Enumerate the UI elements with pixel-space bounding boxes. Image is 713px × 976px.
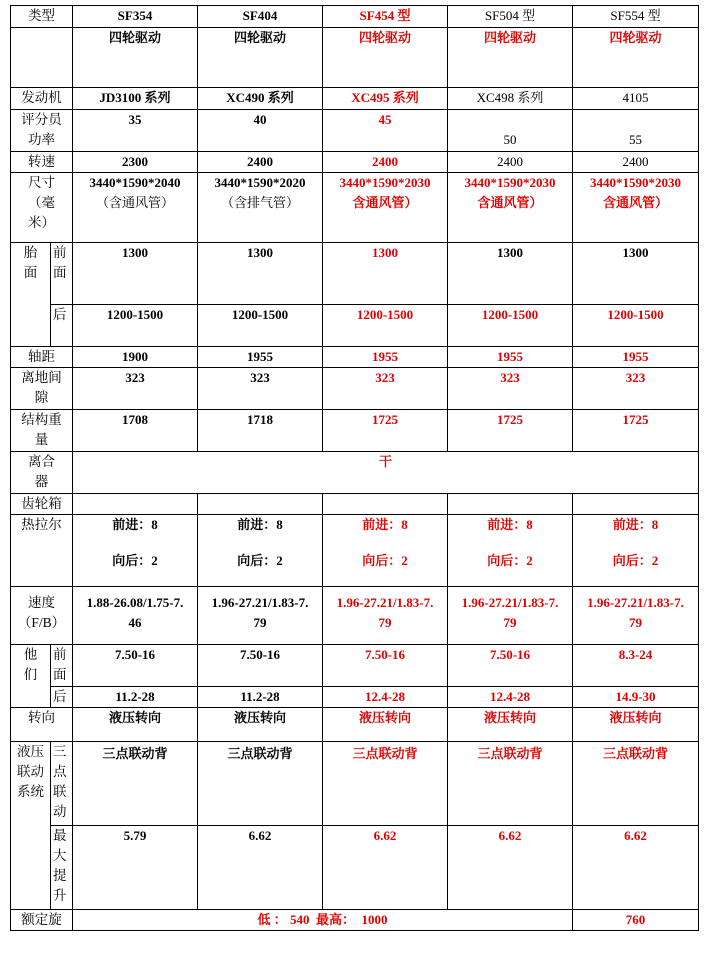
- size-sf404-note: （含排气管）: [220, 195, 299, 211]
- size-sf354: [73, 173, 198, 243]
- tread-front-sf554: 1300: [573, 243, 699, 305]
- steering-sf454: 液压转向: [323, 707, 448, 741]
- travel-speed-sf504: [448, 587, 573, 644]
- wheelbase-sf404: 1955: [198, 347, 323, 368]
- weight-sf454: 1725: [323, 410, 448, 452]
- steering-sf504: 液压转向: [448, 707, 573, 741]
- tread-rear-label: 后: [51, 305, 73, 347]
- tread-label-1: 胎: [23, 245, 38, 261]
- size-sf454-dims: 3440*1590*2030: [339, 175, 431, 191]
- tires-front-sf354: 7.50-16: [73, 644, 198, 686]
- travel-speed-sf354-l2: 46: [128, 615, 142, 631]
- size-sf504: [448, 173, 573, 243]
- gearbox-sf404: [198, 494, 323, 515]
- hitch-sf554: 三点联动背: [573, 741, 699, 825]
- drive-sf354: 四轮驱动: [73, 28, 198, 88]
- size-sf554: [573, 173, 699, 243]
- power-row: [11, 110, 699, 152]
- size-sf404-dims: 3440*1590*2020: [214, 175, 306, 191]
- travel-speed-sf354: [73, 587, 198, 644]
- gears-sf404-forward: 前进：8: [237, 517, 283, 533]
- drive-label: [11, 28, 73, 88]
- lift-sf404: 6.62: [198, 825, 323, 909]
- size-row: [11, 173, 699, 243]
- engine-label: 发动机: [11, 88, 73, 110]
- size-label-3: 米）: [28, 215, 55, 231]
- size-label-2: （毫: [28, 195, 55, 211]
- rpm-sf404: 2400: [198, 152, 323, 173]
- model-sf554: SF554 型: [573, 6, 699, 28]
- gears-sf504-forward: 前进：8: [487, 517, 533, 533]
- travel-speed-sf554: [573, 587, 699, 644]
- power-sf554: 55: [629, 132, 642, 148]
- engine-row: [11, 88, 699, 110]
- gearbox-row: [11, 494, 699, 515]
- rpm-sf354: 2300: [73, 152, 198, 173]
- hitch-sf454: 三点联动背: [323, 741, 448, 825]
- tread-rear-sf454: 1200-1500: [323, 305, 448, 347]
- tires-rear-sf554: 14.9-30: [573, 686, 699, 707]
- lift-sf354: 5.79: [73, 825, 198, 909]
- weight-sf404: 1718: [198, 410, 323, 452]
- gearbox-sf354: [73, 494, 198, 515]
- power-sf454: 45: [323, 110, 448, 152]
- rpm-sf504: 2400: [448, 152, 573, 173]
- travel-speed-sf404-l2: 79: [253, 615, 267, 631]
- size-sf354-dims: 3440*1590*2040: [89, 175, 181, 191]
- size-label: [11, 173, 73, 243]
- tread-front-label: 前面: [51, 243, 73, 305]
- engine-sf354: JD3100 系列: [73, 88, 198, 110]
- tread-front-sf404: 1300: [198, 243, 323, 305]
- clearance-sf354: 323: [73, 368, 198, 410]
- travel-speed-sf404: [198, 587, 323, 644]
- tires-label-1: 他: [23, 646, 38, 662]
- tires-rear-sf354: 11.2-28: [73, 686, 198, 707]
- clearance-row: [11, 368, 699, 410]
- pto-combined: 低 ： 540 最高： 1000: [73, 909, 573, 930]
- hitch-sf504: 三点联动背: [448, 741, 573, 825]
- weight-sf354: 1708: [73, 410, 198, 452]
- engine-sf404: XC490 系列: [198, 88, 323, 110]
- rpm-row: [11, 152, 699, 173]
- steering-sf404: 液压转向: [198, 707, 323, 741]
- hitch-sf354: 三点联动背: [73, 741, 198, 825]
- spec-table: [10, 5, 699, 931]
- weight-label: [11, 410, 73, 452]
- tires-front-sf554: 8.3-24: [573, 644, 699, 686]
- gears-sf554-forward: 前进：8: [612, 517, 659, 533]
- drive-sf454: 四轮驱动: [323, 28, 448, 88]
- travel-speed-label-2: （F/B）: [17, 615, 66, 631]
- size-sf404: [198, 173, 323, 243]
- gears-sf454-forward: 前进：8: [362, 517, 408, 533]
- tread-front-row: [11, 243, 699, 305]
- wheelbase-sf454: 1955: [323, 347, 448, 368]
- clearance-label-1: 离地间: [21, 370, 62, 386]
- gearbox-label: 齿轮箱: [11, 494, 73, 515]
- wheelbase-sf554: 1955: [573, 347, 699, 368]
- hydraulic-label-3: 系统: [17, 783, 44, 799]
- hitch-sf404: 三点联动背: [198, 741, 323, 825]
- power-sf354: 35: [73, 110, 198, 152]
- weight-row: [11, 410, 699, 452]
- lift-label: 最大提升: [51, 825, 73, 909]
- travel-speed-label: [11, 587, 73, 644]
- gearbox-sf554: [573, 494, 699, 515]
- weight-sf554: 1725: [573, 410, 699, 452]
- model-sf504: SF504 型: [448, 6, 573, 28]
- header-row: [11, 6, 699, 28]
- gears-sf454: [323, 515, 448, 587]
- gears-sf554-reverse: 向后：2: [612, 553, 659, 569]
- gearbox-sf454: [323, 494, 448, 515]
- clutch-row: [11, 452, 699, 494]
- tires-front-sf404: 7.50-16: [198, 644, 323, 686]
- hitch-label: 三点联动: [51, 741, 73, 825]
- tires-front-row: [11, 644, 699, 686]
- gears-row: [11, 515, 699, 587]
- hydraulic-label-1: 液压: [17, 743, 44, 759]
- tread-rear-sf554: 1200-1500: [573, 305, 699, 347]
- travel-speed-sf454-l1: 1.96-27.21/1.83-7.: [336, 595, 434, 611]
- power-label: [11, 110, 73, 152]
- travel-speed-sf554-l1: 1.96-27.21/1.83-7.: [587, 595, 684, 611]
- pto-row: [11, 909, 699, 930]
- gears-sf354-reverse: 向后：2: [112, 553, 158, 569]
- hydraulic-hitch-row: [11, 741, 699, 825]
- gears-label: 热拉尔: [11, 515, 73, 587]
- gears-sf404-reverse: 向后：2: [237, 553, 283, 569]
- steering-row: [11, 707, 699, 741]
- travel-speed-row: [11, 587, 699, 644]
- type-label: 类型: [11, 6, 73, 28]
- tread-front-sf354: 1300: [73, 243, 198, 305]
- tires-rear-sf454: 12.4-28: [323, 686, 448, 707]
- hydraulic-label-2: 联动: [17, 763, 44, 779]
- tread-rear-sf354: 1200-1500: [73, 305, 198, 347]
- weight-sf504: 1725: [448, 410, 573, 452]
- tires-front-label: 前面: [51, 644, 73, 686]
- rpm-sf554: 2400: [573, 152, 699, 173]
- size-label-1: 尺寸: [28, 175, 55, 191]
- gears-sf354-forward: 前进：8: [112, 517, 158, 533]
- drive-sf554: 四轮驱动: [573, 28, 699, 88]
- tires-label: [11, 644, 51, 707]
- lift-sf554: 6.62: [573, 825, 699, 909]
- engine-sf504: XC498 系列: [448, 88, 573, 110]
- power-sf504-cell: [448, 110, 573, 152]
- travel-speed-sf554-l2: 79: [629, 615, 642, 631]
- wheelbase-sf504: 1955: [448, 347, 573, 368]
- travel-speed-label-1: 速度: [28, 595, 55, 611]
- hydraulic-label: [11, 741, 51, 909]
- clutch-label-2: 器: [34, 474, 49, 490]
- tread-rear-sf504: 1200-1500: [448, 305, 573, 347]
- clearance-sf404: 323: [198, 368, 323, 410]
- hydraulic-lift-row: [11, 825, 699, 909]
- lift-sf504: 6.62: [448, 825, 573, 909]
- clearance-label: [11, 368, 73, 410]
- size-sf454-note: 含通风管）: [352, 195, 418, 211]
- gears-sf454-reverse: 向后：2: [362, 553, 408, 569]
- weight-label-1: 结构重: [21, 412, 62, 428]
- engine-sf554: 4105: [573, 88, 699, 110]
- pto-sf554: 760: [573, 909, 699, 930]
- model-sf454: SF454 型: [323, 6, 448, 28]
- tires-front-sf454: 7.50-16: [323, 644, 448, 686]
- wheelbase-row: [11, 347, 699, 368]
- tread-front-sf504: 1300: [448, 243, 573, 305]
- gears-sf504-reverse: 向后：2: [487, 553, 533, 569]
- gears-sf554: [573, 515, 699, 587]
- size-sf504-note: 含通风管）: [477, 195, 543, 211]
- clearance-sf554: 323: [573, 368, 699, 410]
- tread-front-sf454: 1300: [323, 243, 448, 305]
- travel-speed-sf504-l1: 1.96-27.21/1.83-7.: [461, 595, 559, 611]
- wheelbase-sf354: 1900: [73, 347, 198, 368]
- travel-speed-sf454: [323, 587, 448, 644]
- tires-label-2: 们: [23, 666, 38, 682]
- travel-speed-sf454-l2: 79: [378, 615, 392, 631]
- rpm-sf454: 2400: [323, 152, 448, 173]
- tread-label-2: 面: [23, 265, 38, 281]
- tires-rear-sf404: 11.2-28: [198, 686, 323, 707]
- size-sf354-note: （含通风管）: [95, 195, 174, 211]
- tires-front-sf504: 7.50-16: [448, 644, 573, 686]
- rpm-label: 转速: [11, 152, 73, 173]
- clearance-sf454: 323: [323, 368, 448, 410]
- size-sf454: [323, 173, 448, 243]
- clutch-label-1: 离合: [28, 454, 55, 470]
- size-sf554-dims: 3440*1590*2030: [590, 175, 681, 191]
- gears-sf504: [448, 515, 573, 587]
- size-sf504-dims: 3440*1590*2030: [464, 175, 556, 191]
- gearbox-sf504: [448, 494, 573, 515]
- drive-sf504: 四轮驱动: [448, 28, 573, 88]
- steering-sf354: 液压转向: [73, 707, 198, 741]
- tires-rear-sf504: 12.4-28: [448, 686, 573, 707]
- gears-sf404: [198, 515, 323, 587]
- tires-rear-label: 后: [51, 686, 73, 707]
- gears-sf354: [73, 515, 198, 587]
- steering-sf554: 液压转向: [573, 707, 699, 741]
- tread-label: [11, 243, 51, 347]
- size-sf554-note: 含通风管）: [602, 195, 668, 211]
- tread-rear-row: [11, 305, 699, 347]
- engine-sf454: XC495 系列: [323, 88, 448, 110]
- tread-rear-sf404: 1200-1500: [198, 305, 323, 347]
- clearance-label-2: 隙: [34, 390, 49, 406]
- wheelbase-label: 轴距: [11, 347, 73, 368]
- travel-speed-sf354-l1: 1.88-26.08/1.75-7.: [86, 595, 184, 611]
- weight-label-2: 量: [34, 432, 49, 448]
- clutch-value: 干: [73, 452, 699, 494]
- pto-label: 额定旋: [11, 909, 73, 930]
- clearance-sf504: 323: [448, 368, 573, 410]
- model-sf404: SF404: [198, 6, 323, 28]
- model-sf354: SF354: [73, 6, 198, 28]
- power-sf404: 40: [198, 110, 323, 152]
- travel-speed-sf404-l1: 1.96-27.21/1.83-7.: [211, 595, 309, 611]
- tires-rear-row: [11, 686, 699, 707]
- clutch-label: [11, 452, 73, 494]
- drive-sf404: 四轮驱动: [198, 28, 323, 88]
- lift-sf454: 6.62: [323, 825, 448, 909]
- drive-row: [11, 28, 699, 88]
- power-label-1: 评分员: [21, 112, 62, 128]
- power-label-2: 功率: [28, 132, 55, 148]
- power-sf504: 50: [503, 132, 517, 148]
- steering-label: 转向: [11, 707, 73, 741]
- travel-speed-sf504-l2: 79: [503, 615, 517, 631]
- power-sf554-cell: [573, 110, 699, 152]
